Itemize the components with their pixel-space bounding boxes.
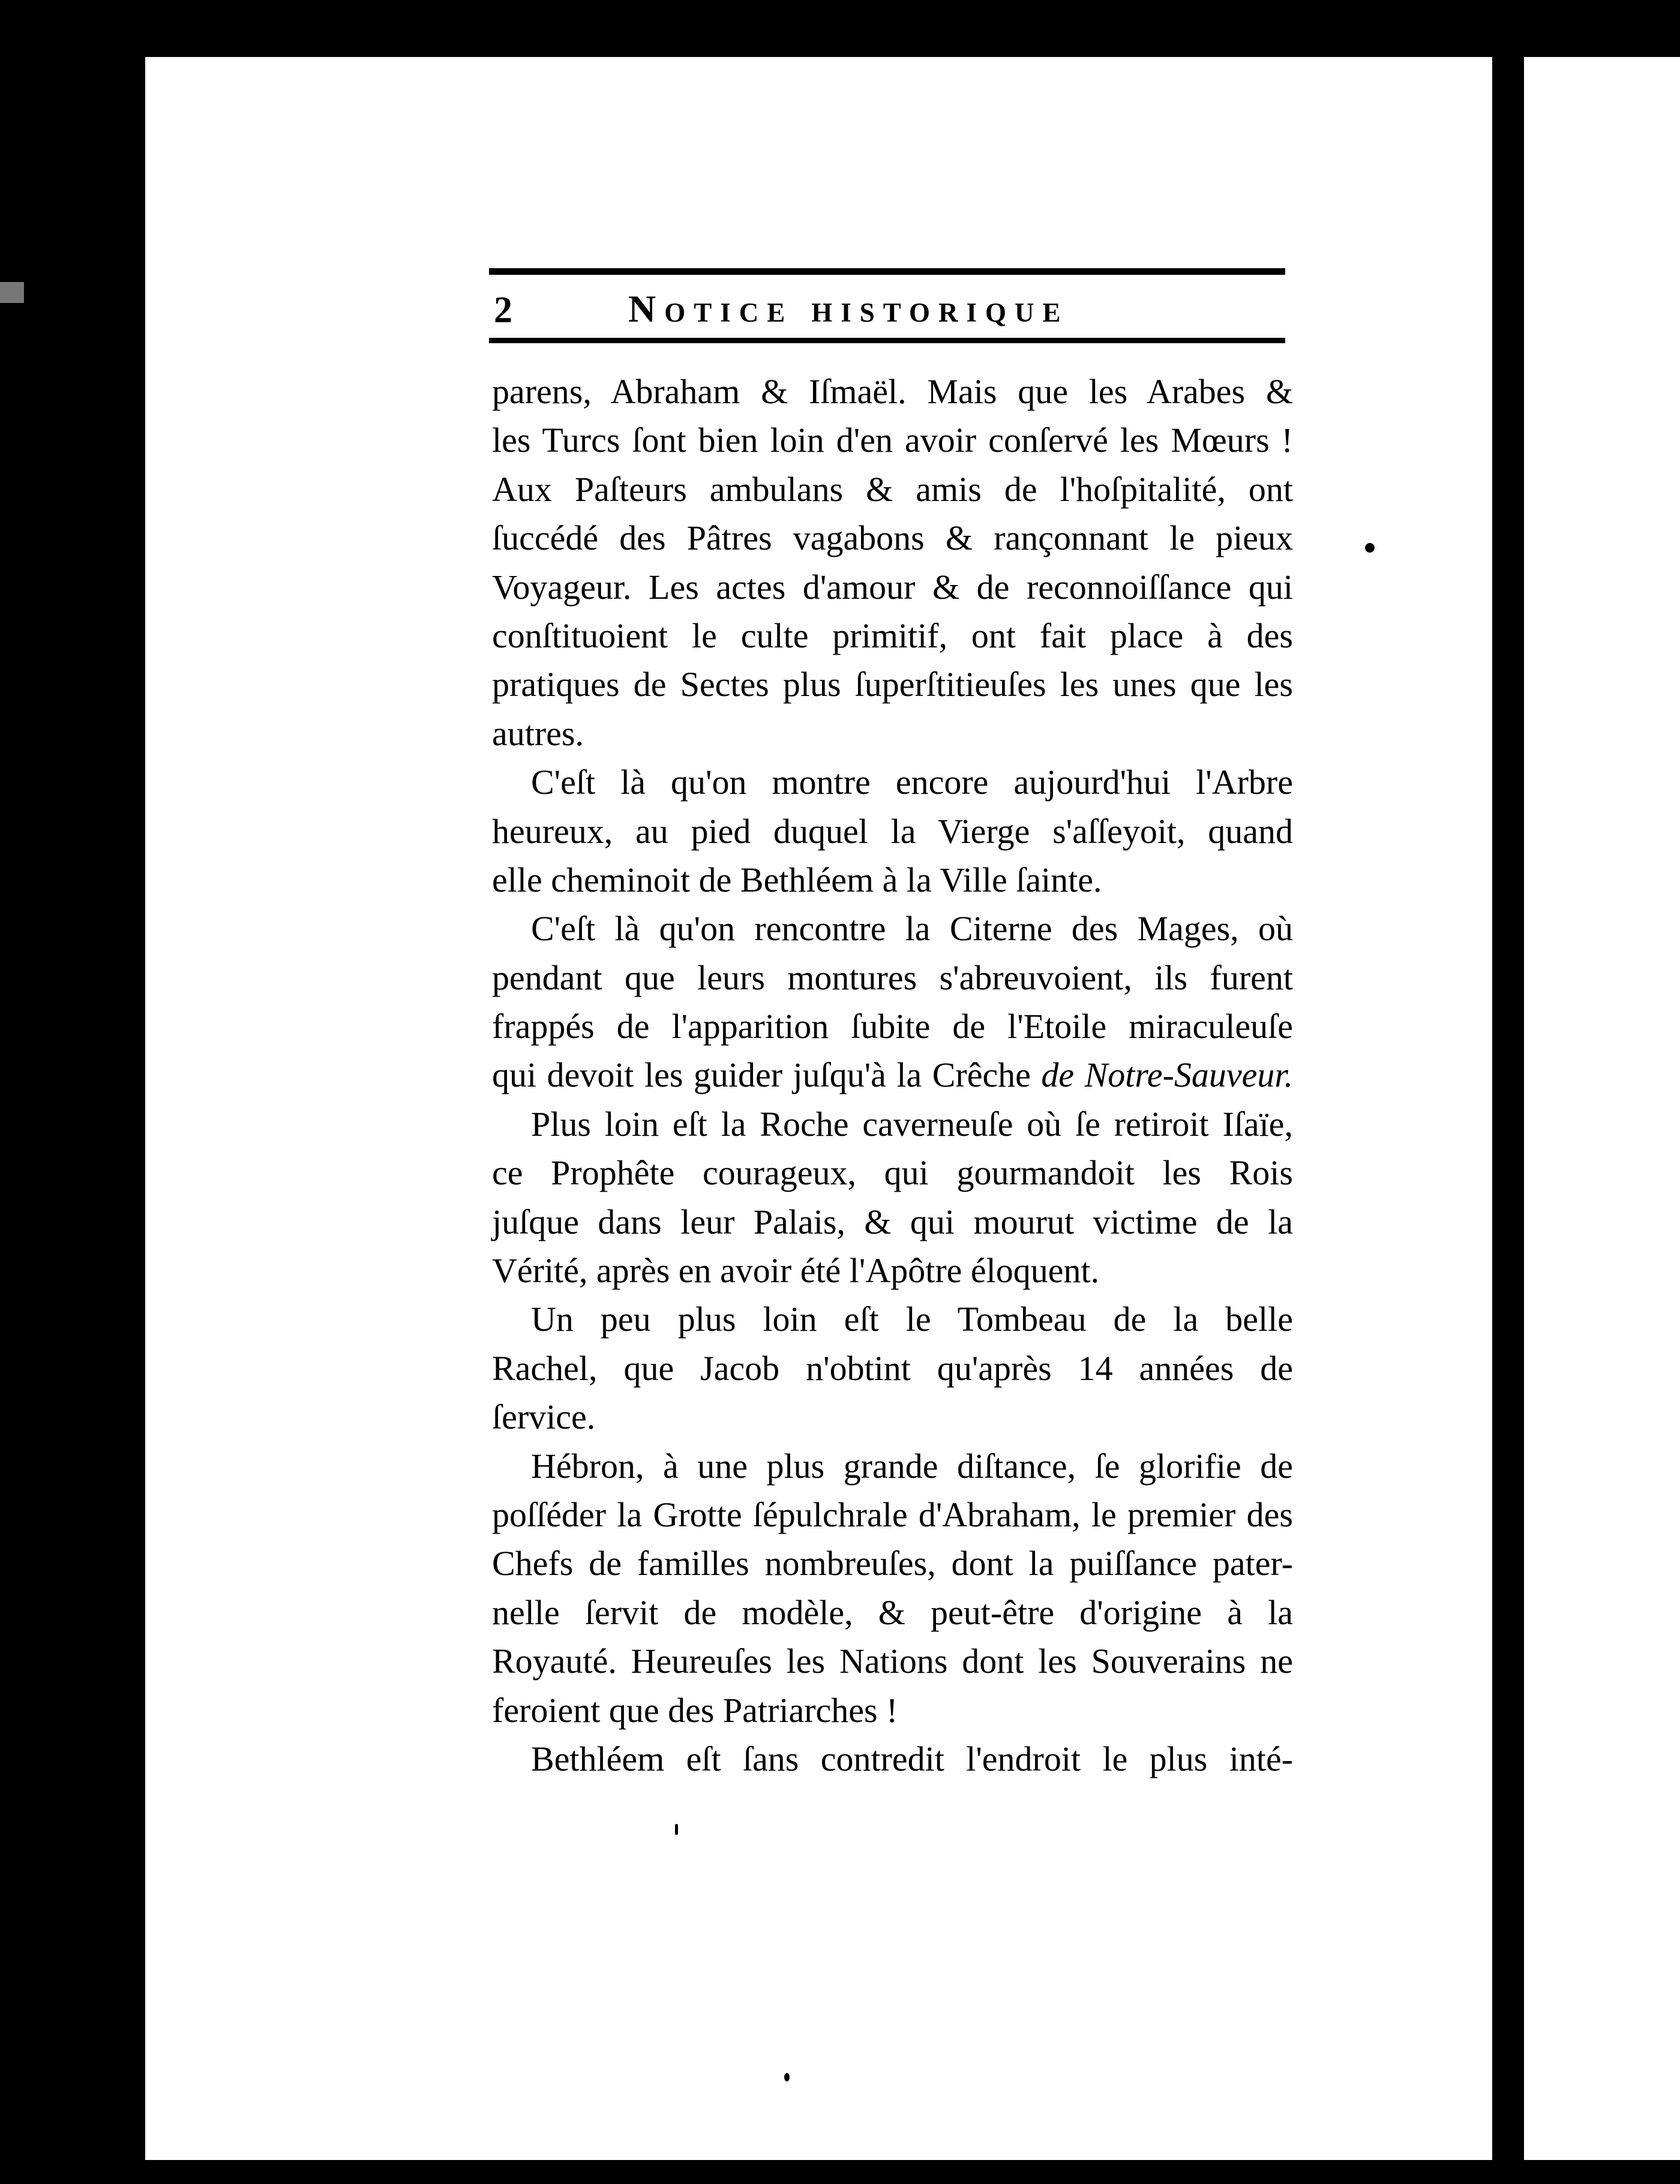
italic-phrase: de Notre-Sauveur.	[1041, 1055, 1294, 1095]
running-head	[489, 276, 1285, 336]
page-number: 2	[494, 290, 512, 331]
header-rule-top	[489, 268, 1285, 275]
text-line: les Turcs ſont bien loin d'en avoir conſervé les Mœurs !	[492, 421, 1293, 460]
text-line: Plus loin eſt la Roche caverneuſe où ſe retiroit Iſaïe,	[531, 1104, 1293, 1144]
text-line: feroient que des Patriarches !	[492, 1690, 898, 1730]
ink-speck	[1365, 543, 1375, 553]
text-line: Un peu plus loin eſt le Tombeau de la belle	[531, 1300, 1293, 1339]
text-line: Bethléem eſt ſans contredit l'endroit le plus inté-	[531, 1739, 1293, 1778]
facing-page-edge	[1524, 57, 1680, 2160]
text-line: Rachel, que Jacob n'obtint qu'après 14 années de	[492, 1348, 1293, 1388]
text-line: Chefs de familles nombreuſes, dont la puiſſance pater-	[492, 1544, 1293, 1583]
text-line: ce Prophête courageux, qui gourmandoit les Rois	[492, 1153, 1293, 1193]
text-line: Royauté. Heureuſes les Nations dont les Souverains ne	[492, 1642, 1293, 1681]
ink-speck	[675, 1824, 678, 1835]
text-line-with-italic	[492, 1051, 1293, 1099]
text-line: pendant que leurs montures s'abreuvoient, ils furent	[492, 958, 1293, 997]
text-line: autres.	[492, 713, 584, 753]
text-line-roman: qui devoit les guider juſqu'à la Crêche	[492, 1055, 1031, 1095]
text-line: conſtituoient le culte primitif, ont fait place à des	[492, 616, 1293, 655]
text-line: elle cheminoit de Bethléem à la Ville ſainte.	[492, 860, 1102, 899]
text-line: nelle ſervit de modèle, & peut-être d'origine à la	[492, 1592, 1293, 1632]
header-rule-bottom	[489, 338, 1285, 343]
ink-speck	[1668, 60, 1674, 66]
text-line: parens, Abraham & Iſmaël. Mais que les Arabes &	[492, 372, 1293, 411]
ink-speck	[784, 2073, 790, 2081]
text-line: Voyageur. Les actes d'amour & de reconnoiſſance qui	[492, 567, 1293, 607]
text-line: ſuccédé des Pâtres vagabons & rançonnant le pieux	[492, 518, 1293, 558]
text-line: Hébron, à une plus grande diſtance, ſe glorifie de	[531, 1446, 1293, 1486]
text-line: poſſéder la Grotte ſépulchrale d'Abraham, le premier des	[492, 1495, 1293, 1534]
text-line: C'eſt là qu'on rencontre la Citerne des Mages, où	[531, 909, 1293, 949]
text-line: pratiques de Sectes plus ſuperſtitieuſes les unes que les	[492, 665, 1293, 704]
body-text	[492, 367, 1293, 1783]
text-line: Aux Paſteurs ambulans & amis de l'hoſpitalité, ont	[492, 469, 1293, 509]
text-line: Vérité, après en avoir été l'Apôtre éloquent.	[492, 1251, 1100, 1291]
text-line: heureux, au pied duquel la Vierge s'aſſeyoit, quand	[492, 811, 1293, 851]
text-line: frappés de l'apparition ſubite de l'Etoile miraculeuſe	[492, 1007, 1293, 1046]
text-line: juſque dans leur Palais, & qui mourut victime de la	[492, 1202, 1293, 1241]
running-head-title: Notice historique	[628, 287, 1069, 330]
left-edge-mark	[0, 282, 24, 303]
text-line: C'eſt là qu'on montre encore aujourd'hui l'Arbre	[531, 763, 1293, 802]
text-line: ſervice.	[492, 1397, 596, 1437]
